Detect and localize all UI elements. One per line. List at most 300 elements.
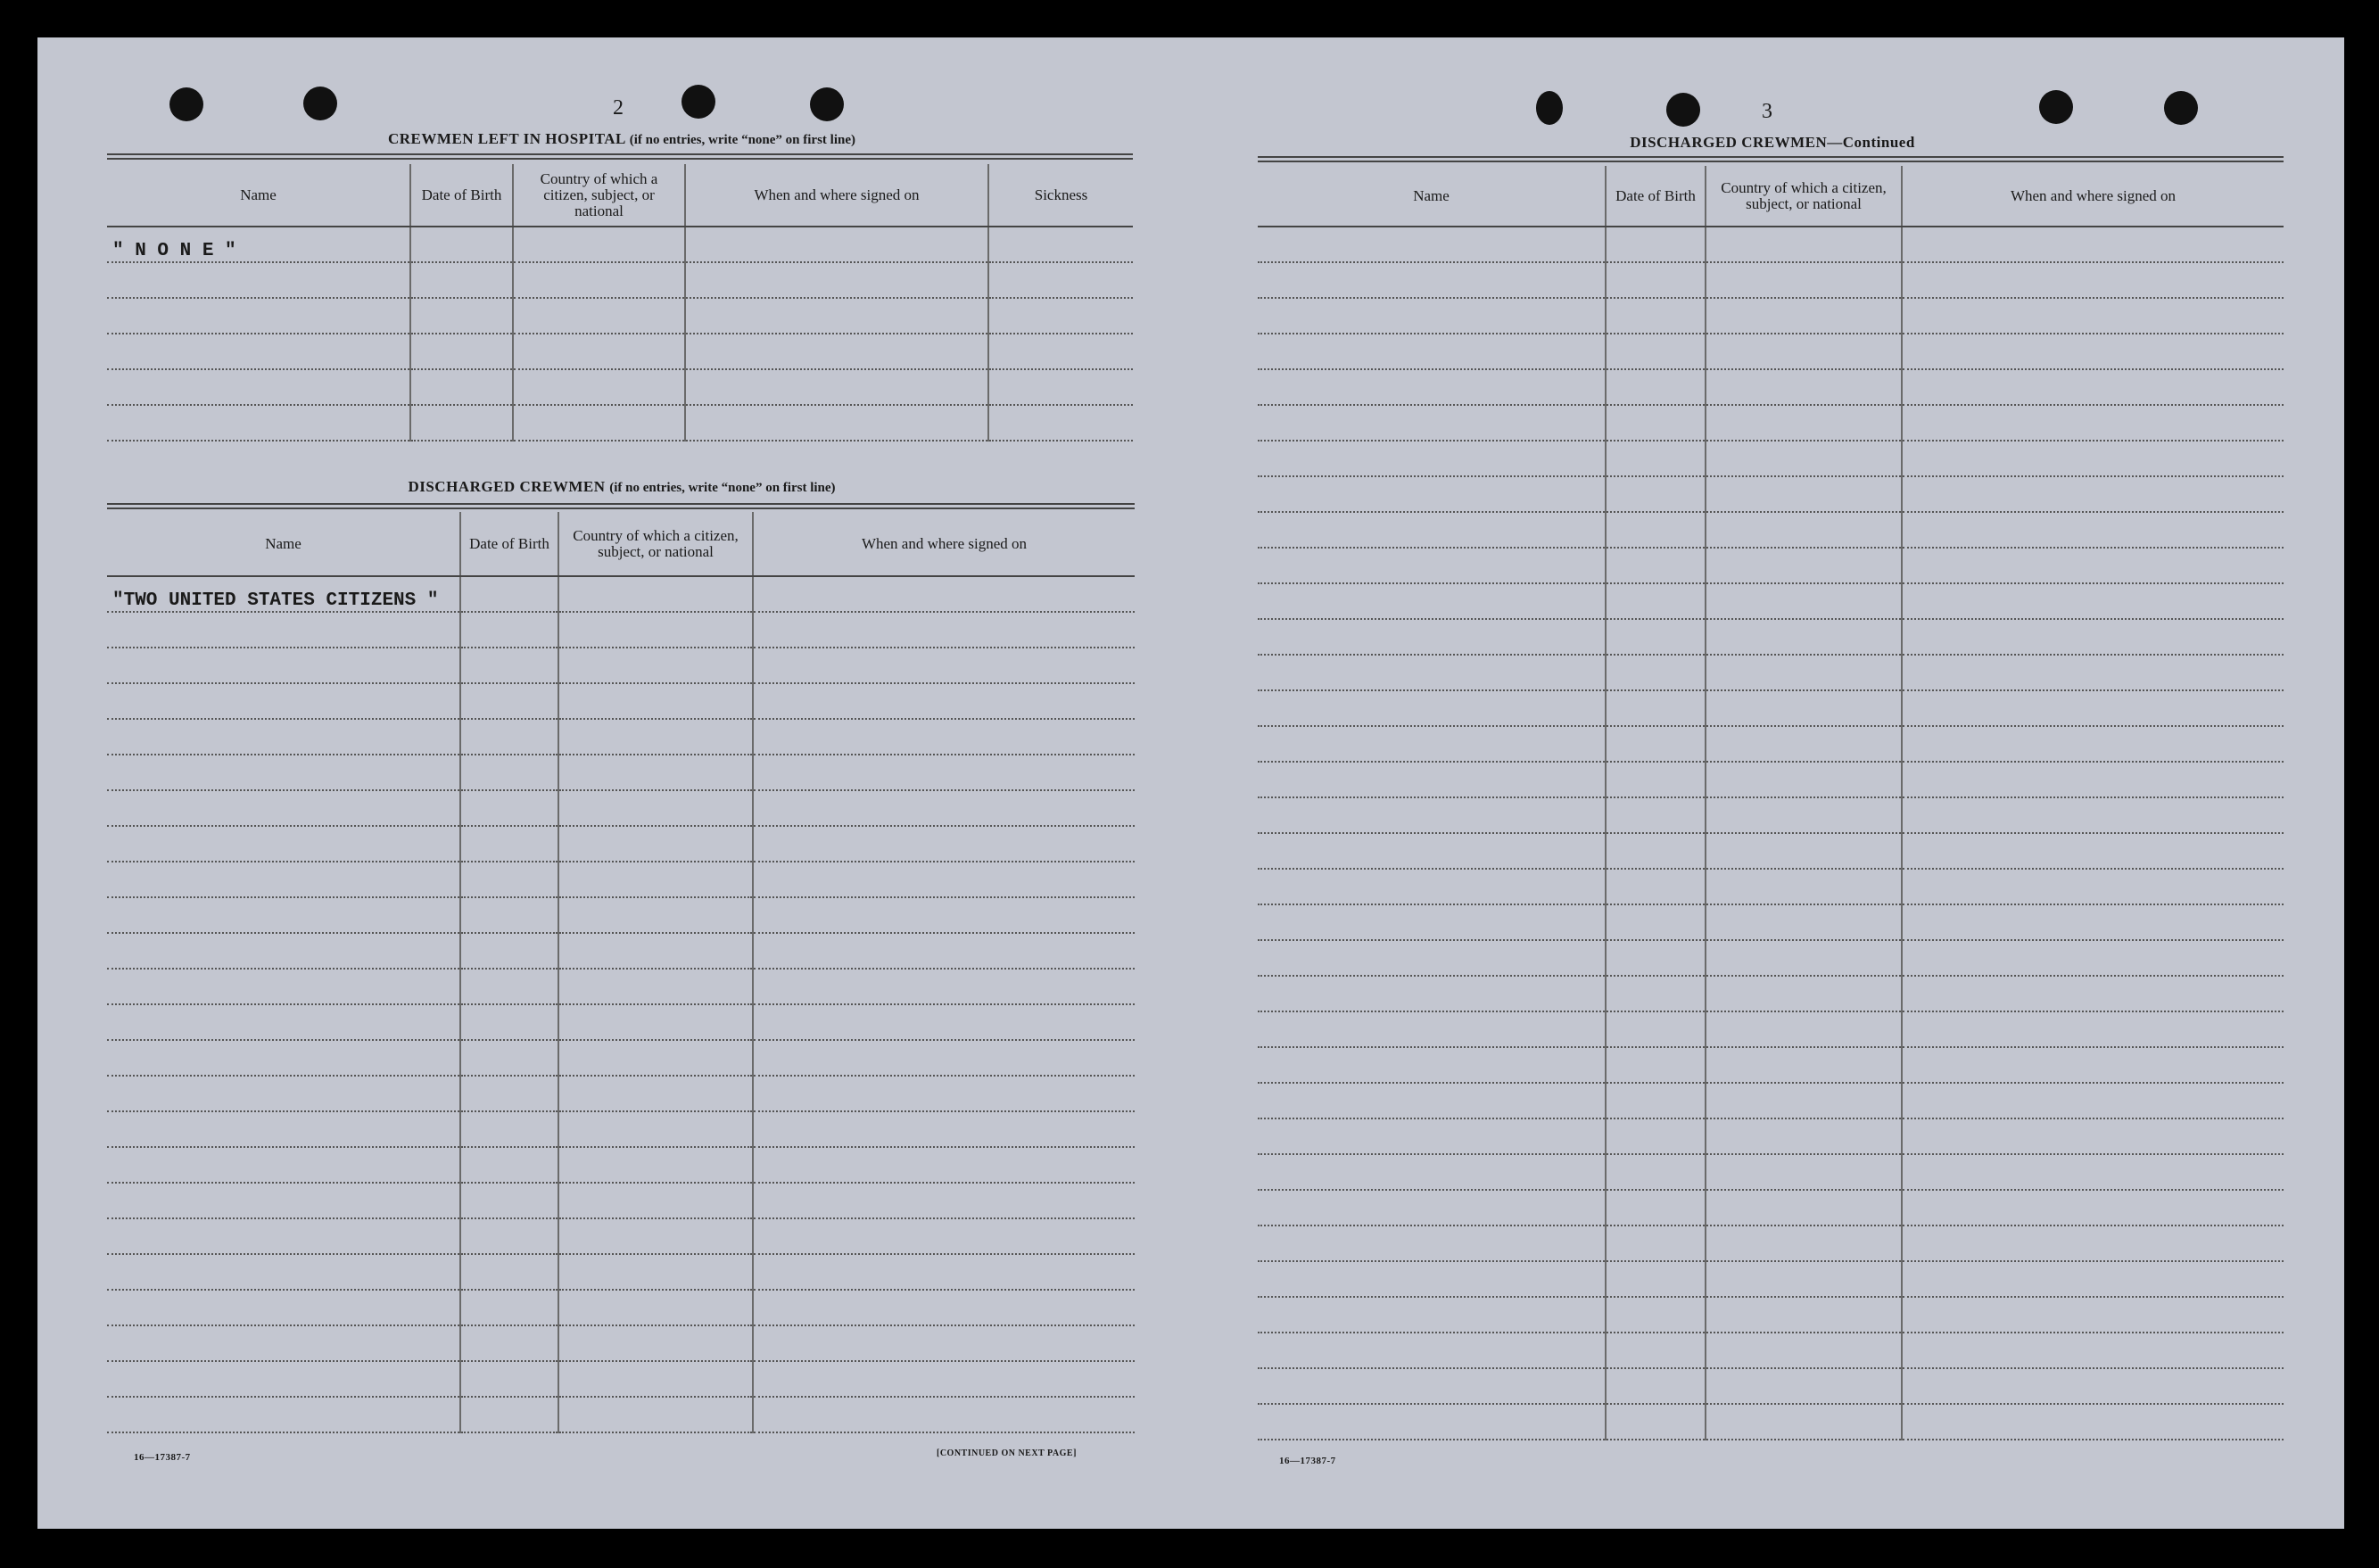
table-cell xyxy=(1706,583,1902,619)
col-header-date-of-birth: Date of Birth xyxy=(410,164,513,227)
table-cell xyxy=(513,405,685,441)
table-cell xyxy=(558,1076,753,1111)
table-cell xyxy=(1706,1083,1902,1118)
table-cell xyxy=(1258,762,1606,797)
table-cell xyxy=(753,576,1135,612)
table-cell xyxy=(1606,1226,1706,1261)
table-cell xyxy=(1706,262,1902,298)
table-cell xyxy=(558,1183,753,1218)
table-cell xyxy=(753,1004,1135,1040)
table-row xyxy=(107,648,1135,683)
table-cell xyxy=(1606,441,1706,476)
table-cell xyxy=(1606,1011,1706,1047)
table-cell xyxy=(1706,976,1902,1011)
table-cell xyxy=(107,1361,460,1397)
table-cell xyxy=(1606,1297,1706,1333)
table-cell xyxy=(107,790,460,826)
table-cell xyxy=(1902,1368,2284,1404)
table-cell xyxy=(1606,548,1706,583)
table-cell xyxy=(107,298,410,334)
table-row xyxy=(1258,869,2284,904)
table-cell xyxy=(1258,655,1606,690)
punch-hole xyxy=(2164,91,2198,125)
table-cell xyxy=(1706,1333,1902,1368)
table-cell xyxy=(1902,833,2284,869)
table-cell xyxy=(1258,369,1606,405)
table-cell xyxy=(1706,833,1902,869)
table-cell xyxy=(460,933,558,969)
table-cell xyxy=(1902,1261,2284,1297)
table-cell xyxy=(410,405,513,441)
table-cell xyxy=(988,334,1133,369)
table-cell xyxy=(753,969,1135,1004)
table-cell xyxy=(1258,262,1606,298)
table-cell xyxy=(1258,1083,1606,1118)
table-row xyxy=(107,262,1133,298)
table-cell xyxy=(988,369,1133,405)
continued-note: [CONTINUED ON NEXT PAGE] xyxy=(937,1448,1077,1458)
table-cell xyxy=(460,1004,558,1040)
punch-hole xyxy=(1666,93,1700,127)
table-row xyxy=(1258,655,2284,690)
table-cell xyxy=(1706,1011,1902,1047)
table-cell xyxy=(1902,904,2284,940)
table-cell xyxy=(513,227,685,262)
page-number-right: 3 xyxy=(1762,100,1772,123)
table-cell xyxy=(410,369,513,405)
col-header-country: Country of which a citizen, subject, or national xyxy=(558,512,753,576)
table-cell xyxy=(753,755,1135,790)
table-cell xyxy=(1258,298,1606,334)
table-cell xyxy=(1606,869,1706,904)
table-cell xyxy=(410,227,513,262)
table-cell xyxy=(1902,869,2284,904)
col-header-country: Country of which a citizen, subject, or national xyxy=(513,164,685,227)
table-cell xyxy=(1706,1047,1902,1083)
table-cell xyxy=(558,612,753,648)
col-header-date-of-birth: Date of Birth xyxy=(1606,166,1706,227)
table-row xyxy=(1258,976,2284,1011)
table-cell xyxy=(558,648,753,683)
table-cell xyxy=(1902,940,2284,976)
table-cell xyxy=(753,1361,1135,1397)
table-cell xyxy=(1902,369,2284,405)
table-cell xyxy=(107,369,410,405)
table-cell xyxy=(1606,1118,1706,1154)
table-cell xyxy=(1606,583,1706,619)
table-cell xyxy=(1902,655,2284,690)
table-cell xyxy=(1606,405,1706,441)
table-cell xyxy=(753,1254,1135,1290)
table-cell xyxy=(1706,441,1902,476)
table-cell xyxy=(558,933,753,969)
table-cell xyxy=(1902,405,2284,441)
hospital-table xyxy=(107,164,1133,442)
table-cell xyxy=(460,1325,558,1361)
table-cell xyxy=(558,862,753,897)
table-row xyxy=(107,969,1135,1004)
table-row xyxy=(1258,227,2284,262)
table-cell xyxy=(1606,690,1706,726)
punch-hole xyxy=(681,85,715,119)
table-cell xyxy=(460,719,558,755)
table-cell xyxy=(107,755,460,790)
table-cell xyxy=(1706,1226,1902,1261)
table-cell xyxy=(753,1183,1135,1218)
discharged-continued-table xyxy=(1258,166,2284,1440)
punch-hole xyxy=(810,87,844,121)
table-cell xyxy=(107,1218,460,1254)
table-cell xyxy=(558,1254,753,1290)
table-cell xyxy=(107,405,410,441)
table-row xyxy=(107,1325,1135,1361)
table-cell xyxy=(1706,227,1902,262)
table-cell xyxy=(753,719,1135,755)
table-cell xyxy=(1606,904,1706,940)
table-cell xyxy=(460,1183,558,1218)
punch-hole xyxy=(1536,91,1563,125)
table-row xyxy=(107,369,1133,405)
table-cell xyxy=(1258,583,1606,619)
table-cell xyxy=(460,1040,558,1076)
table-cell: " N O N E " xyxy=(107,227,410,262)
table-cell xyxy=(1606,1333,1706,1368)
table-cell xyxy=(107,826,460,862)
hospital-title-text: CREWMEN LEFT IN HOSPITAL xyxy=(388,130,625,147)
table-cell xyxy=(1258,797,1606,833)
table-cell xyxy=(107,1004,460,1040)
table-cell xyxy=(1902,690,2284,726)
table-cell xyxy=(1706,1404,1902,1440)
table-cell xyxy=(558,1147,753,1183)
table-cell xyxy=(1902,1190,2284,1226)
table-cell xyxy=(107,897,460,933)
table-row xyxy=(107,755,1135,790)
table-cell xyxy=(558,1290,753,1325)
table-row xyxy=(1258,476,2284,512)
table-row xyxy=(1258,904,2284,940)
table-cell xyxy=(1258,940,1606,976)
table-row xyxy=(107,1040,1135,1076)
table-row xyxy=(1258,405,2284,441)
table-cell xyxy=(107,862,460,897)
double-rule xyxy=(107,503,1135,509)
table-cell xyxy=(1606,976,1706,1011)
table-cell xyxy=(1258,869,1606,904)
form-number-left: 16—17387-7 xyxy=(134,1452,191,1463)
table-row xyxy=(1258,583,2284,619)
table-cell xyxy=(1902,583,2284,619)
table-cell xyxy=(753,897,1135,933)
table-cell xyxy=(558,719,753,755)
table-cell xyxy=(1902,976,2284,1011)
table-cell xyxy=(685,227,988,262)
table-cell xyxy=(107,1147,460,1183)
table-cell xyxy=(1606,797,1706,833)
table-row xyxy=(1258,1154,2284,1190)
table-cell xyxy=(753,648,1135,683)
table-cell xyxy=(460,1076,558,1111)
table-cell xyxy=(1706,904,1902,940)
discharged-title-text: DISCHARGED CREWMEN xyxy=(408,478,606,495)
table-cell xyxy=(460,826,558,862)
table-cell xyxy=(1606,227,1706,262)
table-cell xyxy=(1706,726,1902,762)
table-cell xyxy=(410,262,513,298)
table-cell xyxy=(988,298,1133,334)
table-row xyxy=(1258,262,2284,298)
table-cell xyxy=(1258,476,1606,512)
table-cell xyxy=(1706,476,1902,512)
table-cell xyxy=(753,1040,1135,1076)
table-row xyxy=(107,1111,1135,1147)
table-cell xyxy=(1902,1297,2284,1333)
table-cell xyxy=(410,298,513,334)
table-cell xyxy=(1902,227,2284,262)
table-cell xyxy=(1902,298,2284,334)
table-cell xyxy=(558,755,753,790)
table-cell xyxy=(753,1218,1135,1254)
table-cell xyxy=(753,790,1135,826)
table-cell xyxy=(1706,548,1902,583)
table-cell xyxy=(1706,940,1902,976)
table-cell xyxy=(1606,1047,1706,1083)
table-cell xyxy=(460,1111,558,1147)
table-cell xyxy=(107,1183,460,1218)
table-row xyxy=(107,1004,1135,1040)
table-row xyxy=(1258,512,2284,548)
table-cell xyxy=(1606,334,1706,369)
table-cell xyxy=(1606,655,1706,690)
table-row xyxy=(107,719,1135,755)
table-cell xyxy=(753,683,1135,719)
table-cell xyxy=(558,1111,753,1147)
table-cell xyxy=(1606,1261,1706,1297)
table-cell xyxy=(107,648,460,683)
table-cell xyxy=(460,1397,558,1432)
table-cell xyxy=(1606,762,1706,797)
punch-hole xyxy=(2039,90,2073,124)
table-cell xyxy=(1606,298,1706,334)
table-cell xyxy=(753,1397,1135,1432)
col-header-name: Name xyxy=(107,512,460,576)
table-cell xyxy=(1902,1154,2284,1190)
table-row xyxy=(107,1076,1135,1111)
table-cell xyxy=(1706,619,1902,655)
hospital-title-note: (if no entries, write “none” on first line) xyxy=(629,133,855,147)
table-cell xyxy=(1258,334,1606,369)
table-cell xyxy=(1706,1190,1902,1226)
table-cell xyxy=(685,262,988,298)
table-cell xyxy=(558,969,753,1004)
table-row xyxy=(1258,833,2284,869)
table-row xyxy=(107,933,1135,969)
table-row xyxy=(1258,548,2284,583)
table-cell xyxy=(1258,690,1606,726)
table-cell xyxy=(1258,1226,1606,1261)
table-cell: "TWO UNITED STATES CITIZENS " xyxy=(107,576,460,612)
table-cell xyxy=(1902,512,2284,548)
table-cell xyxy=(460,755,558,790)
table-row xyxy=(107,612,1135,648)
table-cell xyxy=(1902,1118,2284,1154)
table-row xyxy=(107,790,1135,826)
table-row xyxy=(1258,690,2284,726)
table-cell xyxy=(1902,476,2284,512)
table-row xyxy=(107,897,1135,933)
table-cell xyxy=(1258,441,1606,476)
table-row xyxy=(1258,1404,2284,1440)
table-row xyxy=(107,1218,1135,1254)
table-cell xyxy=(1706,1368,1902,1404)
table-cell xyxy=(753,862,1135,897)
table-cell xyxy=(1258,619,1606,655)
double-rule xyxy=(1258,156,2284,162)
table-row xyxy=(1258,1083,2284,1118)
table-cell xyxy=(460,648,558,683)
table-cell xyxy=(1706,1297,1902,1333)
table-cell xyxy=(558,1218,753,1254)
table-row xyxy=(107,227,1133,262)
table-cell xyxy=(1706,298,1902,334)
table-cell xyxy=(1706,1261,1902,1297)
table-cell xyxy=(558,1397,753,1432)
table-cell xyxy=(107,969,460,1004)
page-number-left: 2 xyxy=(613,96,624,120)
table-cell xyxy=(753,612,1135,648)
table-cell xyxy=(1902,1226,2284,1261)
punch-hole xyxy=(303,87,337,120)
table-cell xyxy=(753,933,1135,969)
table-row xyxy=(1258,797,2284,833)
table-cell xyxy=(1706,1118,1902,1154)
table-cell xyxy=(685,334,988,369)
table-cell xyxy=(410,334,513,369)
table-cell xyxy=(558,826,753,862)
table-cell xyxy=(753,1147,1135,1183)
discharged-continued-title: DISCHARGED CREWMEN—Continued xyxy=(1630,134,1915,151)
col-header-signed-on: When and where signed on xyxy=(1902,166,2284,227)
table-cell xyxy=(1258,1297,1606,1333)
table-row xyxy=(1258,1368,2284,1404)
table-cell xyxy=(558,1361,753,1397)
table-cell xyxy=(1902,726,2284,762)
table-row xyxy=(107,1254,1135,1290)
table-cell xyxy=(988,227,1133,262)
form-number-right: 16—17387-7 xyxy=(1279,1456,1336,1466)
table-cell xyxy=(1902,1404,2284,1440)
table-cell xyxy=(1606,1154,1706,1190)
table-cell xyxy=(1606,476,1706,512)
table-cell xyxy=(685,405,988,441)
double-rule xyxy=(107,153,1133,160)
table-cell xyxy=(1706,655,1902,690)
table-cell xyxy=(107,683,460,719)
table-cell xyxy=(988,262,1133,298)
table-cell xyxy=(1606,1404,1706,1440)
table-cell xyxy=(1902,797,2284,833)
table-cell xyxy=(1706,797,1902,833)
table-row xyxy=(1258,1047,2284,1083)
table-row xyxy=(1258,940,2284,976)
table-cell xyxy=(1258,548,1606,583)
table-cell xyxy=(460,862,558,897)
table-row xyxy=(1258,726,2284,762)
table-cell xyxy=(460,1361,558,1397)
table-cell xyxy=(460,576,558,612)
table-cell xyxy=(1258,1011,1606,1047)
table-cell xyxy=(1706,1154,1902,1190)
table-cell xyxy=(460,683,558,719)
table-row xyxy=(1258,369,2284,405)
table-cell xyxy=(107,933,460,969)
table-cell xyxy=(1902,1011,2284,1047)
table-cell xyxy=(753,1076,1135,1111)
col-header-signed-on: When and where signed on xyxy=(753,512,1135,576)
table-cell xyxy=(107,1397,460,1432)
table-row xyxy=(107,576,1135,612)
table-row xyxy=(1258,762,2284,797)
table-cell xyxy=(1606,619,1706,655)
table-row xyxy=(1258,298,2284,334)
table-cell xyxy=(1258,1154,1606,1190)
table-cell xyxy=(558,683,753,719)
table-cell xyxy=(558,576,753,612)
table-row xyxy=(107,1290,1135,1325)
table-cell xyxy=(1606,833,1706,869)
table-cell xyxy=(1706,512,1902,548)
table-cell xyxy=(1258,512,1606,548)
table-row xyxy=(1258,334,2284,369)
document-sheet xyxy=(37,37,2344,1529)
table-cell xyxy=(107,1325,460,1361)
col-header-date-of-birth: Date of Birth xyxy=(460,512,558,576)
table-cell xyxy=(1606,1190,1706,1226)
table-cell xyxy=(1706,869,1902,904)
table-cell xyxy=(1258,1261,1606,1297)
table-cell xyxy=(1706,762,1902,797)
table-cell xyxy=(1258,405,1606,441)
col-header-country: Country of which a citizen, subject, or national xyxy=(1706,166,1902,227)
table-cell xyxy=(1258,227,1606,262)
table-cell xyxy=(1606,940,1706,976)
table-cell xyxy=(1258,1333,1606,1368)
table-cell xyxy=(1258,726,1606,762)
table-cell xyxy=(1902,1333,2284,1368)
table-cell xyxy=(558,1325,753,1361)
table-row xyxy=(107,1361,1135,1397)
table-cell xyxy=(1258,833,1606,869)
table-cell xyxy=(558,1040,753,1076)
table-cell xyxy=(1606,512,1706,548)
table-row xyxy=(107,683,1135,719)
table-row xyxy=(1258,1118,2284,1154)
table-cell xyxy=(1258,904,1606,940)
table-cell xyxy=(107,1076,460,1111)
discharged-table xyxy=(107,512,1135,1433)
table-cell xyxy=(107,1040,460,1076)
table-row xyxy=(107,334,1133,369)
table-row xyxy=(1258,1297,2284,1333)
table-cell xyxy=(513,334,685,369)
table-cell xyxy=(1606,1368,1706,1404)
table-cell xyxy=(1258,1118,1606,1154)
table-cell xyxy=(1258,1190,1606,1226)
table-cell xyxy=(460,612,558,648)
table-cell xyxy=(1706,369,1902,405)
table-cell xyxy=(107,719,460,755)
table-row xyxy=(107,1183,1135,1218)
